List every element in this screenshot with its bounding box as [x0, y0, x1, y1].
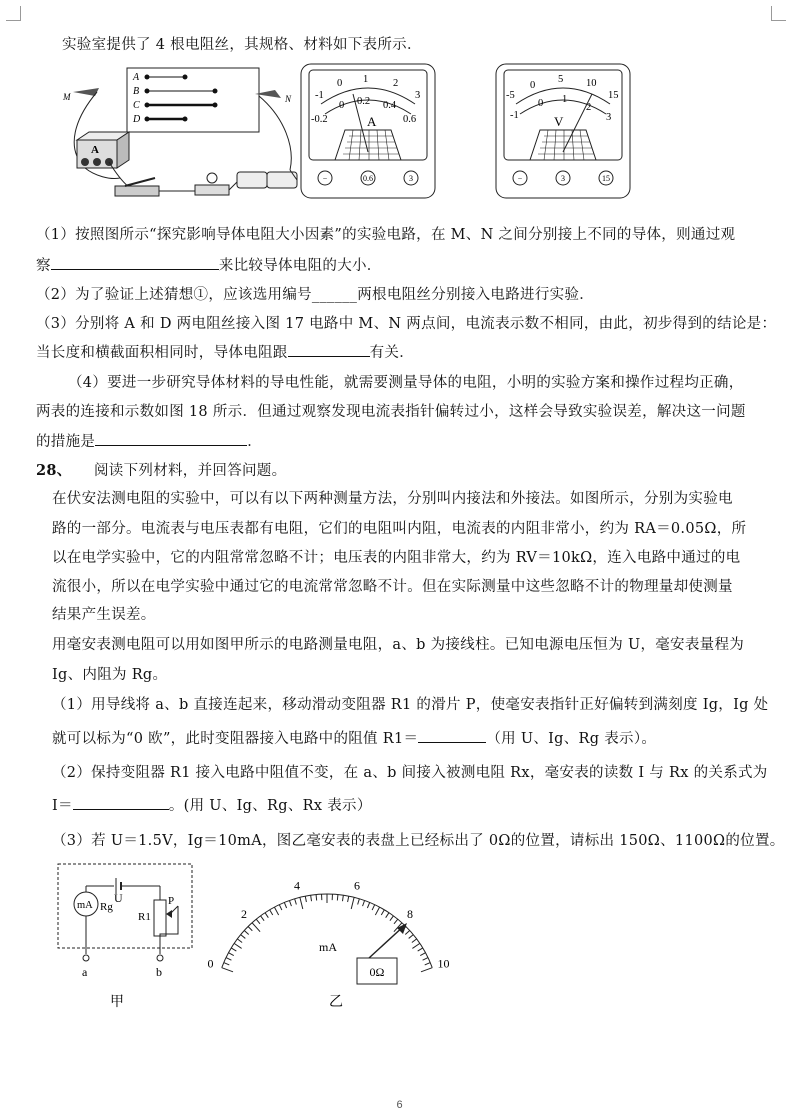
svg-text:0: 0: [530, 80, 536, 91]
svg-text:3: 3: [606, 112, 612, 123]
svg-text:-1: -1: [315, 90, 324, 101]
q4-line3: 的措施是 ．: [36, 431, 262, 453]
yi-tick: [305, 896, 306, 902]
q3-line1: （3）分别将 A 和 D 两电阻丝接入图 17 电路中 M、N 两点间，电流表示数不相同，由此，初步得到的结论是：: [36, 316, 777, 332]
yi-scale-label-10: 10: [437, 956, 450, 971]
yi-tick: [300, 897, 303, 909]
yi-zero-ohm-box: 0Ω: [369, 965, 385, 979]
yi-tick: [222, 968, 233, 972]
jia-rg-label: Rg: [100, 901, 113, 913]
yi-scale-label-0: 0: [207, 956, 214, 971]
yi-tick: [351, 897, 354, 909]
yi-tick: [423, 958, 428, 961]
svg-text:-0.2: -0.2: [311, 114, 328, 125]
q3-line2: 当长度和横截面积相同时，导体电阻跟 有关．: [36, 342, 414, 364]
yi-tick: [274, 907, 278, 915]
q1-blank[interactable]: [51, 255, 219, 270]
svg-text:5: 5: [558, 74, 564, 85]
yi-tick: [420, 953, 425, 956]
svg-text:2: 2: [393, 78, 399, 89]
yi-tick: [234, 943, 241, 948]
q4-line2: 两表的连接和示数如图 18 所示．但通过观察发现电流表指针偏转过小，这样会导致实验误差，解决这一问题: [36, 404, 746, 420]
yi-tick: [284, 902, 286, 908]
svg-text:15: 15: [602, 174, 610, 183]
yi-tick: [316, 895, 317, 901]
svg-text:10: 10: [586, 78, 597, 89]
q28-sub1-line2: 就可以标为“0 欧”，此时变阻器接入电路中的阻值 R1＝ （用 U、Ig、Rg 表示）。: [52, 728, 656, 750]
figure-experiment-circuit: [55, 58, 645, 206]
svg-text:0.6: 0.6: [403, 114, 417, 125]
yi-scale-label-8: 8: [406, 906, 413, 921]
yi-tick: [256, 919, 260, 924]
figure-yi-milliammeter-dial: [207, 858, 450, 1014]
q28-sub1-blank[interactable]: [418, 728, 486, 743]
svg-text:0: 0: [337, 78, 343, 89]
svg-text:0.4: 0.4: [383, 100, 397, 111]
yi-tick: [375, 907, 379, 915]
yi-tick: [226, 958, 231, 961]
yi-tick: [228, 953, 233, 956]
yi-tick: [363, 900, 365, 906]
jia-u-label: U: [114, 891, 123, 905]
q28-sub1-line1: （1）用导线将 a、b 直接连起来，移动滑动变阻器 R1 的滑片 P，使毫安表指针正好偏转到满刻度 Ig，Ig 处: [52, 697, 769, 713]
yi-tick: [405, 930, 409, 934]
yi-tick: [270, 910, 273, 915]
yi-scale-label-6: 6: [353, 878, 360, 893]
q28-para1-line1: 在伏安法测电阻的实验中，可以有以下两种测量方法，分别叫内接法和外接法。如图所示，分别为实验电: [52, 491, 733, 507]
svg-text:-1: -1: [510, 110, 519, 121]
svg-text:3: 3: [561, 174, 565, 183]
jia-b-label: b: [156, 965, 162, 979]
yi-tick: [421, 968, 432, 972]
yi-tick: [381, 910, 384, 915]
yi-tick: [386, 913, 389, 918]
terminal-m-label: M: [63, 92, 71, 102]
q28-title: 阅读下列材料，并回答问题。: [94, 463, 287, 479]
q2-line: （2）为了验证上述猜想①，应该选用编号______两根电阻丝分别接入电路进行实验．: [36, 287, 595, 303]
yi-tick: [342, 895, 343, 901]
q3-blank[interactable]: [288, 342, 370, 357]
q28-number: 28、: [36, 462, 72, 479]
yi-tick: [265, 913, 268, 918]
q1-line2: 察 来比较导体电阻的大小．: [36, 255, 382, 277]
yi-scale-label-2: 2: [241, 906, 248, 921]
jia-p-label: P: [168, 895, 175, 907]
terminal-n-label: N: [285, 94, 292, 104]
yi-tick: [425, 963, 431, 965]
svg-text:−: −: [322, 174, 328, 183]
yi-tick: [252, 923, 260, 932]
yi-tick: [337, 895, 338, 901]
corner-mark-tl: [6, 6, 21, 21]
voltmeter-dial: [496, 64, 630, 198]
wire-label-a: A: [133, 72, 140, 83]
svg-text:3: 3: [409, 174, 413, 183]
yi-caption: 乙: [329, 995, 343, 1010]
yi-tick: [261, 916, 265, 921]
q28-para1-line5: 结果产生误差。: [52, 607, 156, 623]
yi-tick: [412, 939, 417, 943]
q28-para1-line4: 流很小，所以在电学实验中通过它的电流常常忽略不计。但在实际测量中这些忽略不计的物理量却使测量: [52, 579, 733, 595]
svg-text:0: 0: [339, 100, 345, 111]
jia-caption: 甲: [110, 995, 124, 1010]
yi-tick: [412, 943, 419, 948]
yi-tick: [390, 916, 394, 921]
corner-mark-tr: [771, 6, 786, 21]
svg-text:−: −: [517, 174, 523, 183]
q28-para2-line2: Ig、内阻为 Rg。: [52, 667, 168, 683]
svg-text:15: 15: [608, 90, 619, 101]
q28-para2-line1: 用毫安表测电阻可以用如图甲所示的电路测量电阻，a、b 为接线柱。已知电源电压恒为 U，毫安表量程为: [52, 637, 745, 653]
yi-tick: [237, 939, 242, 943]
q28-sub3-line: （3）若 U＝1.5V，Ig＝10mA，图乙毫安表的表盘上已经标出了 0Ω的位置，请标出 150Ω、1100Ω的位置。: [52, 833, 785, 849]
yi-tick: [241, 935, 246, 939]
yi-tick: [367, 902, 369, 908]
yi-tick: [279, 905, 282, 910]
yi-tick: [394, 919, 398, 924]
wire-label-b: B: [133, 86, 140, 97]
svg-text:2: 2: [586, 102, 592, 113]
yi-unit-label: mA: [319, 940, 337, 954]
jia-meter-label: mA: [77, 900, 93, 911]
q28-sub2-blank[interactable]: [73, 795, 169, 810]
intro-text: 实验室提供了 4 根电阻丝，其规格、材料如下表所示．: [62, 37, 422, 53]
jia-a-label: a: [82, 965, 88, 979]
svg-text:0.6: 0.6: [363, 174, 373, 183]
yi-tick: [358, 899, 360, 905]
svg-text:1: 1: [363, 74, 369, 85]
ammeter-dial: [301, 64, 435, 198]
q4-blank[interactable]: [95, 431, 247, 446]
yi-tick: [372, 905, 375, 910]
page-number: 6: [396, 1099, 403, 1111]
q28-para1-line2: 路的一部分。电流表与电压表都有电阻，它们的电阻叫内阻，电流表的内阻非常小，约为 RA＝0.05Ω，所: [52, 521, 747, 537]
yi-tick: [418, 948, 423, 951]
yi-tick: [409, 935, 414, 939]
q4-line1: （4）要进一步研究导体材料的导电性能，就需要测量导体的电阻，小明的实验方案和操作过程均正确，: [68, 375, 744, 391]
q28-para1-line3: 以在电学实验中，它的内阻常常忽略不计；电压表的内阻非常大，约为 RV＝10kΩ，连入电路中通过的电: [52, 550, 741, 566]
svg-text:-5: -5: [506, 90, 515, 101]
yi-tick: [295, 899, 297, 905]
svg-text:0.2: 0.2: [357, 96, 371, 107]
yi-scale-ticks: [222, 894, 432, 972]
svg-text:V: V: [554, 114, 564, 129]
wire-label-c: C: [133, 100, 140, 111]
yi-tick: [311, 895, 312, 901]
jia-r1-label: R1: [138, 911, 151, 923]
yi-tick: [244, 930, 248, 934]
yi-tick: [289, 900, 291, 906]
q28-sub2-line1: （2）保持变阻器 R1 接入电路中阻值不变，在 a、b 间接入被测电阻 Rx，毫安表的读数 I 与 Rx 的关系式为: [52, 765, 768, 781]
yi-tick: [224, 963, 230, 965]
small-ammeter-label: A: [91, 144, 99, 156]
yi-scale-label-4: 4: [294, 878, 301, 893]
svg-text:A: A: [367, 114, 377, 129]
yi-tick: [231, 948, 236, 951]
figure-jia-circuit: [50, 858, 200, 1014]
yi-tick: [248, 927, 252, 931]
svg-text:1: 1: [562, 94, 568, 105]
svg-text:0: 0: [538, 98, 544, 109]
yi-tick: [348, 896, 349, 902]
wire-label-d: D: [133, 114, 141, 125]
svg-text:3: 3: [415, 90, 421, 101]
q1-line1: （1）按照图所示“探究影响导体电阻大小因素”的实验电路，在 M、N 之间分别接上不同的导体，则通过观: [36, 227, 736, 243]
q28-sub2-line2: I＝ 。(用 U、Ig、Rg、Rx 表示）: [52, 795, 372, 817]
